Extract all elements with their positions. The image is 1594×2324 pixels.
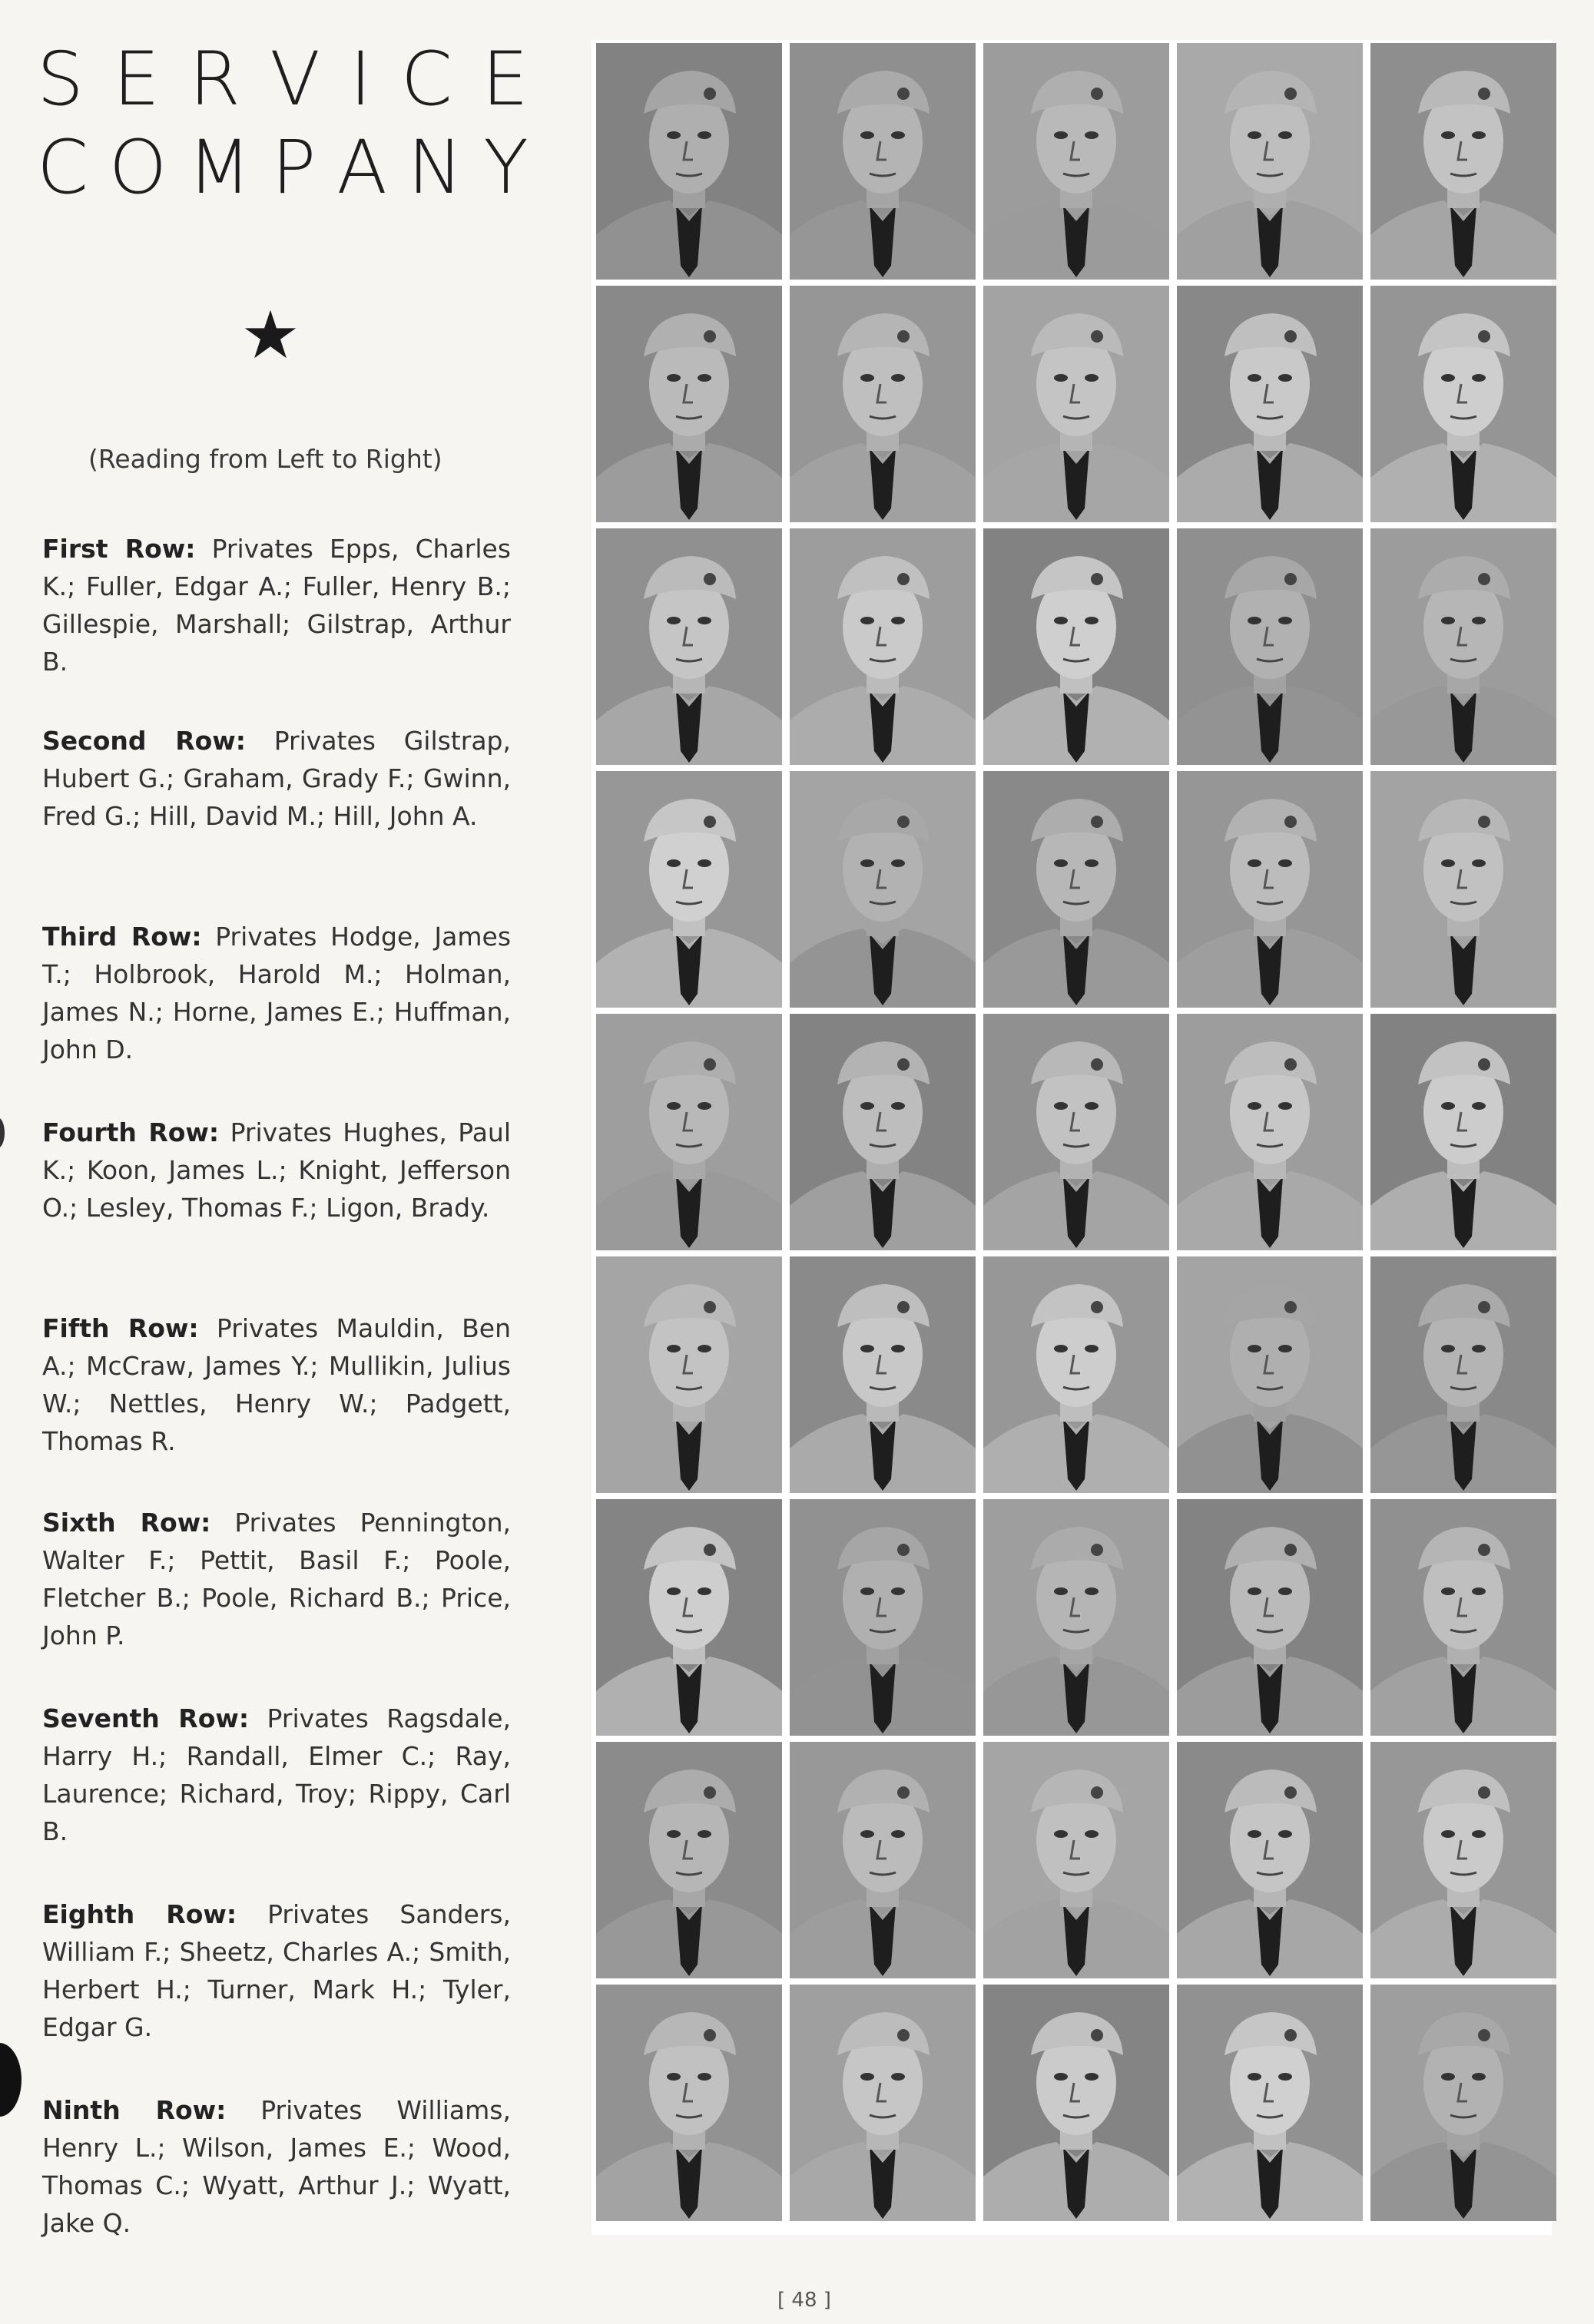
portrait-photo xyxy=(1177,1256,1363,1493)
portrait-photo xyxy=(790,1985,976,2221)
soldier-portrait-icon xyxy=(596,1985,782,2221)
caption-row-label: Ninth Row: xyxy=(42,2095,227,2125)
caption-row-names: Privates Mauldin, Ben A.; McCraw, James Y.; Mullikin, Julius W.; Nettles, Henry W.; Padgett, Thomas R. xyxy=(42,1313,512,1456)
soldier-portrait-icon xyxy=(790,1256,976,1493)
soldier-portrait-icon xyxy=(1370,1985,1556,2221)
caption-row-label: Fourth Row: xyxy=(42,1117,220,1147)
reading-note: (Reading from Left to Right) xyxy=(88,444,442,474)
caption-row-names: Privates Hughes, Paul K.; Koon, James L.; Knight, Jefferson O.; Lesley, Thomas F.; Ligon, Brady. xyxy=(42,1117,511,1223)
portrait-photo xyxy=(1177,1499,1363,1736)
soldier-portrait-icon xyxy=(596,1499,782,1736)
caption-row-names: Privates Ragsdale, Harry H.; Randall, Elmer C.; Ray, Laurence; Richard, Troy; Rippy, Carl B. xyxy=(42,1703,511,1846)
portrait-photo xyxy=(1177,528,1363,765)
caption-row-label: Eighth Row: xyxy=(42,1899,237,1929)
portrait-photo xyxy=(1370,1014,1556,1250)
caption-row-label: Fifth Row: xyxy=(42,1313,199,1343)
soldier-portrait-icon xyxy=(1177,1985,1363,2221)
caption-row-label: First Row: xyxy=(42,534,196,564)
portrait-photo xyxy=(596,528,782,765)
soldier-portrait-icon xyxy=(596,43,782,280)
caption-row-label: Seventh Row: xyxy=(42,1703,250,1733)
soldier-portrait-icon xyxy=(1370,43,1556,280)
soldier-portrait-icon xyxy=(596,1256,782,1493)
soldier-portrait-icon xyxy=(1370,1014,1556,1250)
caption-row-7 xyxy=(42,1700,511,1850)
soldier-portrait-icon xyxy=(596,528,782,765)
soldier-portrait-icon xyxy=(983,286,1169,522)
portrait-photo xyxy=(1177,43,1363,280)
soldier-portrait-icon xyxy=(790,43,976,280)
portrait-photo xyxy=(790,1256,976,1493)
portrait-photo xyxy=(790,528,976,765)
soldier-portrait-icon xyxy=(1370,1742,1556,1978)
portrait-photo xyxy=(983,1014,1169,1250)
soldier-portrait-icon xyxy=(983,43,1169,280)
soldier-portrait-icon xyxy=(596,286,782,522)
soldier-portrait-icon xyxy=(983,1742,1169,1978)
portrait-photo xyxy=(1370,771,1556,1008)
caption-row-label: Sixth Row: xyxy=(42,1508,211,1538)
soldier-portrait-icon xyxy=(790,528,976,765)
portrait-photo xyxy=(983,1256,1169,1493)
soldier-portrait-icon xyxy=(1370,1499,1556,1736)
portrait-photo xyxy=(596,1499,782,1736)
soldier-portrait-icon xyxy=(1370,528,1556,765)
portrait-photo xyxy=(1370,1985,1556,2221)
binding-mark xyxy=(0,1117,5,1148)
portrait-photo xyxy=(1370,286,1556,522)
soldier-portrait-icon xyxy=(983,1985,1169,2221)
portrait-photo xyxy=(596,1985,782,2221)
caption-row-1 xyxy=(42,530,511,680)
portrait-photo xyxy=(1370,528,1556,765)
portrait-photo xyxy=(596,43,782,280)
portrait-photo xyxy=(596,1014,782,1250)
portrait-photo xyxy=(1370,1499,1556,1736)
portrait-photo xyxy=(790,771,976,1008)
caption-row-label: Second Row: xyxy=(42,726,246,756)
caption-row-6 xyxy=(42,1504,511,1654)
portrait-photo xyxy=(790,1014,976,1250)
soldier-portrait-icon xyxy=(1370,1256,1556,1493)
portrait-photo xyxy=(1177,771,1363,1008)
caption-row-label: Third Row: xyxy=(42,922,202,952)
page-title-line-1: S E R V I C E xyxy=(37,36,529,122)
portrait-photo xyxy=(1177,1742,1363,1978)
soldier-portrait-icon xyxy=(596,771,782,1008)
portrait-photo xyxy=(1370,43,1556,280)
soldier-portrait-icon xyxy=(1370,286,1556,522)
caption-row-names: Privates Sanders, William F.; Sheetz, Charles A.; Smith, Herbert H.; Turner, Mark H.; Tyler, Edgar G. xyxy=(42,1899,511,2042)
soldier-portrait-icon xyxy=(1177,43,1363,280)
soldier-portrait-icon xyxy=(983,771,1169,1008)
soldier-portrait-icon xyxy=(983,1256,1169,1493)
caption-row-3 xyxy=(42,918,511,1068)
soldier-portrait-icon xyxy=(596,1014,782,1250)
portrait-photo xyxy=(983,1499,1169,1736)
portrait-photo xyxy=(790,1499,976,1736)
portrait-photo xyxy=(1177,1014,1363,1250)
soldier-portrait-icon xyxy=(1177,1014,1363,1250)
caption-row-names: Privates Pennington, Walter F.; Pettit, Basil F.; Poole, Fletcher B.; Poole, Richard B.; Price, John P. xyxy=(42,1508,511,1650)
caption-row-names: Privates Epps, Charles K.; Fuller, Edgar A.; Fuller, Henry B.; Gillespie, Marshall; Gilstrap, Arthur B. xyxy=(42,534,511,677)
soldier-portrait-icon xyxy=(1370,771,1556,1008)
portrait-photo xyxy=(790,286,976,522)
soldier-portrait-icon xyxy=(790,771,976,1008)
soldier-portrait-icon xyxy=(1177,1256,1363,1493)
soldier-portrait-icon xyxy=(1177,286,1363,522)
portrait-photo xyxy=(596,286,782,522)
caption-row-8 xyxy=(42,1895,511,2046)
portrait-photo xyxy=(596,1256,782,1493)
portrait-photo xyxy=(1177,1985,1363,2221)
soldier-portrait-icon xyxy=(790,1742,976,1978)
soldier-portrait-icon xyxy=(1177,771,1363,1008)
portrait-grid xyxy=(592,40,1552,2235)
page-number: [ 48 ] xyxy=(777,2289,831,2312)
portrait-photo xyxy=(596,771,782,1008)
soldier-portrait-icon xyxy=(983,1499,1169,1736)
portrait-photo xyxy=(983,528,1169,765)
portrait-photo xyxy=(983,1985,1169,2221)
soldier-portrait-icon xyxy=(790,1014,976,1250)
soldier-portrait-icon xyxy=(790,286,976,522)
soldier-portrait-icon xyxy=(983,528,1169,765)
portrait-photo xyxy=(1370,1742,1556,1978)
caption-row-names: Privates Gilstrap, Hubert G.; Graham, Grady F.; Gwinn, Fred G.; Hill, David M.; Hill, John A. xyxy=(42,726,511,831)
soldier-portrait-icon xyxy=(1177,1742,1363,1978)
caption-row-5 xyxy=(42,1309,511,1460)
portrait-photo xyxy=(1370,1256,1556,1493)
portrait-photo xyxy=(983,771,1169,1008)
caption-row-2 xyxy=(42,722,511,835)
soldier-portrait-icon xyxy=(983,1014,1169,1250)
portrait-photo xyxy=(790,1742,976,1978)
portrait-photo xyxy=(790,43,976,280)
caption-row-names: Privates Hodge, James T.; Holbrook, Harold M.; Holman, James N.; Horne, James E.; Huffman, John D. xyxy=(42,922,512,1064)
portrait-photo xyxy=(983,286,1169,522)
binding-hole xyxy=(0,2043,22,2117)
caption-row-9 xyxy=(42,2091,511,2242)
soldier-portrait-icon xyxy=(596,1742,782,1978)
portrait-photo xyxy=(983,43,1169,280)
page-title-line-2: C O M P A N Y xyxy=(37,124,529,210)
star-icon xyxy=(243,307,298,363)
caption-row-names: Privates Williams, Henry L.; Wilson, James E.; Wood, Thomas C.; Wyatt, Arthur J.; Wyatt, Jake Q. xyxy=(42,2095,511,2238)
portrait-photo xyxy=(596,1742,782,1978)
portrait-photo xyxy=(1177,286,1363,522)
soldier-portrait-icon xyxy=(790,1499,976,1736)
caption-row-4 xyxy=(42,1114,511,1227)
soldier-portrait-icon xyxy=(1177,528,1363,765)
soldier-portrait-icon xyxy=(790,1985,976,2221)
soldier-portrait-icon xyxy=(1177,1499,1363,1736)
portrait-photo xyxy=(983,1742,1169,1978)
